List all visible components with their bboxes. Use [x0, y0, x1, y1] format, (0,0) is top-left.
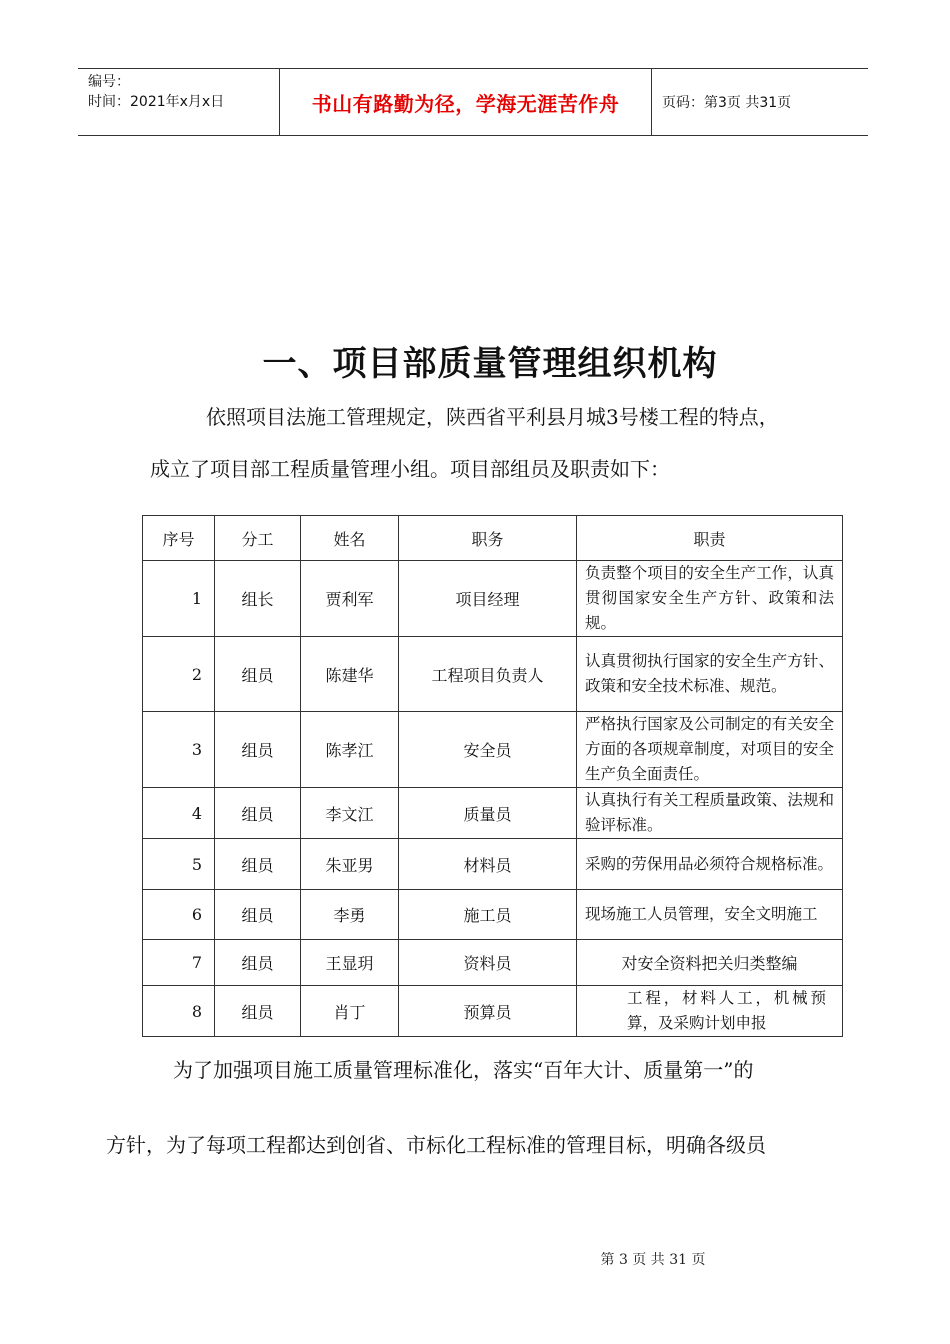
cell-position: 项目经理 [399, 561, 577, 637]
table-row [143, 839, 843, 890]
header-cell-role: 分工 [215, 516, 301, 561]
closing-line-1: 为了加强项目施工质量管理标准化，落实“百年大计、质量第一”的 [173, 1058, 754, 1082]
cell-role: 组员 [215, 712, 301, 788]
cell-role: 组长 [215, 561, 301, 637]
cell-name: 陈孝江 [301, 712, 399, 788]
cell-duty: 认真贯彻执行国家的安全生产方针、政策和安全技术标准、规范。 [577, 637, 843, 712]
section-title: 一、项目部质量管理组织机构 [262, 344, 718, 384]
header-cell-name: 姓名 [301, 516, 399, 561]
cell-role: 组员 [215, 788, 301, 839]
cell-no: 7 [143, 940, 215, 986]
intro-line-1: 依照项目法施工管理规定，陕西省平利县月城3号楼工程的特点， [206, 405, 779, 429]
header-meta [78, 69, 280, 135]
cell-duty: 严格执行国家及公司制定的有关安全方面的各项规章制度，对项目的安全生产负全面责任。 [577, 712, 843, 788]
cell-name: 贾利军 [301, 561, 399, 637]
cell-name: 陈建华 [301, 637, 399, 712]
header-motto: 书山有路勤为径，学海无涯苦作舟 [280, 69, 652, 135]
cell-position: 预算员 [399, 986, 577, 1037]
cell-role: 组员 [215, 986, 301, 1037]
table-row [143, 986, 843, 1037]
cell-name: 王显玥 [301, 940, 399, 986]
closing-line-2: 方针，为了每项工程都达到创省、市标化工程标准的管理目标，明确各级员 [106, 1133, 766, 1157]
table-row [143, 890, 843, 940]
cell-no: 3 [143, 712, 215, 788]
cell-role: 组员 [215, 940, 301, 986]
table-row [143, 940, 843, 986]
cell-position: 材料员 [399, 839, 577, 890]
cell-role: 组员 [215, 890, 301, 940]
cell-name: 肖丁 [301, 986, 399, 1037]
cell-duty: 工程，材料人工，机械预算，及采购计划申报 [577, 986, 843, 1037]
doc-number-label: 编号： [88, 74, 130, 90]
cell-no: 6 [143, 890, 215, 940]
cell-name: 李文江 [301, 788, 399, 839]
cell-duty: 采购的劳保用品必须符合规格标准。 [577, 839, 843, 890]
staff-table [142, 515, 843, 1037]
doc-time-label: 时间：2021年x月x日 [88, 94, 225, 110]
cell-duty: 对安全资料把关归类整编 [577, 940, 843, 986]
table-row [143, 788, 843, 839]
cell-no: 8 [143, 986, 215, 1037]
cell-no: 4 [143, 788, 215, 839]
cell-no: 2 [143, 637, 215, 712]
cell-no: 1 [143, 561, 215, 637]
table-row [143, 561, 843, 637]
header-cell-position: 职务 [399, 516, 577, 561]
cell-name: 李勇 [301, 890, 399, 940]
header-cell-duty: 职责 [577, 516, 843, 561]
cell-position: 工程项目负责人 [399, 637, 577, 712]
cell-name: 朱亚男 [301, 839, 399, 890]
cell-position: 施工员 [399, 890, 577, 940]
table-row [143, 712, 843, 788]
cell-position: 资料员 [399, 940, 577, 986]
cell-position: 安全员 [399, 712, 577, 788]
header-cell-no: 序号 [143, 516, 215, 561]
cell-role: 组员 [215, 637, 301, 712]
intro-line-2: 成立了项目部工程质量管理小组。项目部组员及职责如下： [150, 457, 670, 481]
cell-position: 质量员 [399, 788, 577, 839]
cell-duty: 认真执行有关工程质量政策、法规和验评标准。 [577, 788, 843, 839]
cell-duty: 现场施工人员管理，安全文明施工 [577, 890, 843, 940]
table-row [143, 637, 843, 712]
header-page-label: 页码：第3页 共31页 [662, 95, 792, 111]
page-footer: 第 3 页 共 31 页 [600, 1252, 706, 1268]
table-header-row [143, 516, 843, 561]
cell-no: 5 [143, 839, 215, 890]
cell-role: 组员 [215, 839, 301, 890]
cell-duty: 负责整个项目的安全生产工作，认真贯彻国家安全生产方针、政策和法规。 [577, 561, 843, 637]
page-header [78, 68, 868, 136]
